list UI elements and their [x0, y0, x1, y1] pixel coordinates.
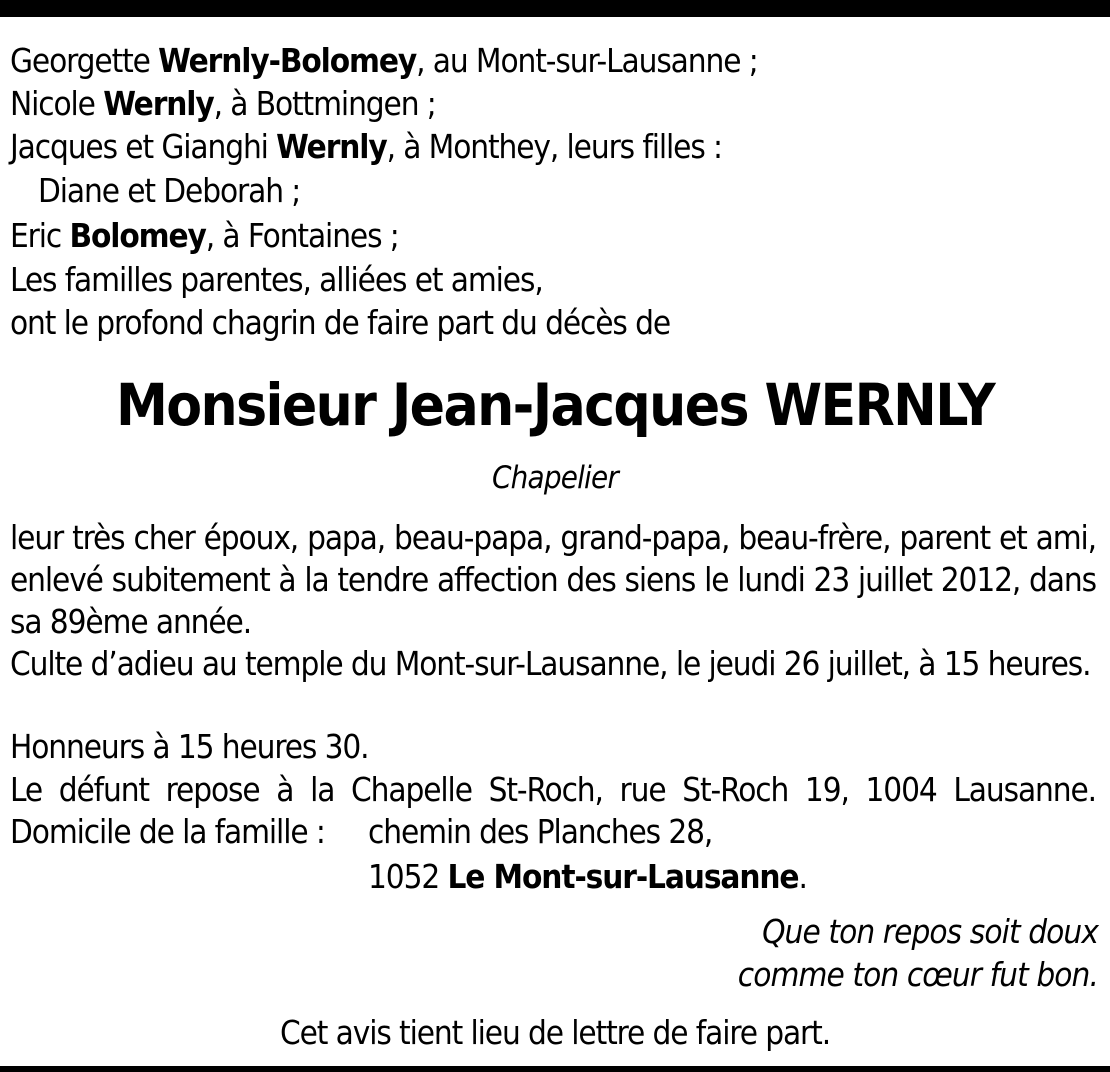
service-info: Culte d’adieu au temple du Mont-sur-Lausanne, le jeudi 26 juillet, à 15 heures. — [10, 644, 1091, 683]
deceased-name: Monsieur Jean-Jacques WERNLY — [115, 371, 995, 439]
death-description: leur très cher époux, papa, beau-papa, grand-papa, beau-frère, parent et ami, enlevé subitement à la tendre affection des siens le lundi 23 juillet 2012, dans sa 89ème année. — [10, 518, 1096, 641]
family-line: Eric Bolomey, à Fontaines ; — [10, 216, 399, 255]
family-line: Diane et Deborah ; — [38, 171, 301, 210]
verse-line: comme ton cœur fut bon. — [737, 955, 1098, 994]
family-line: Georgette Wernly-Bolomey, au Mont-sur-Lausanne ; — [10, 41, 758, 80]
address-city-line: 1052 Le Mont-sur-Lausanne. — [368, 857, 807, 896]
family-line: Nicole Wernly, à Bottmingen ; — [10, 84, 436, 123]
honours-info: Honneurs à 15 heures 30. — [10, 727, 369, 766]
rest-location: Le défunt repose à la Chapelle St-Roch, rue St-Roch 19, 1004 Lausanne. — [10, 770, 1096, 809]
family-line: ont le profond chagrin de faire part du décès de — [10, 303, 671, 342]
deceased-profession: Chapelier — [491, 460, 619, 496]
footer-note: Cet avis tient lieu de lettre de faire part. — [279, 1013, 831, 1052]
domicile-label: Domicile de la famille : — [10, 812, 325, 851]
top-rule — [0, 0, 1110, 17]
address-line: chemin des Planches 28, — [368, 812, 713, 851]
family-line: Jacques et Gianghi Wernly, à Monthey, leurs filles : — [10, 127, 722, 166]
family-line: Les familles parentes, alliées et amies, — [10, 260, 543, 299]
verse-line: Que ton repos soit doux — [762, 912, 1098, 951]
bottom-rule — [0, 1066, 1110, 1072]
